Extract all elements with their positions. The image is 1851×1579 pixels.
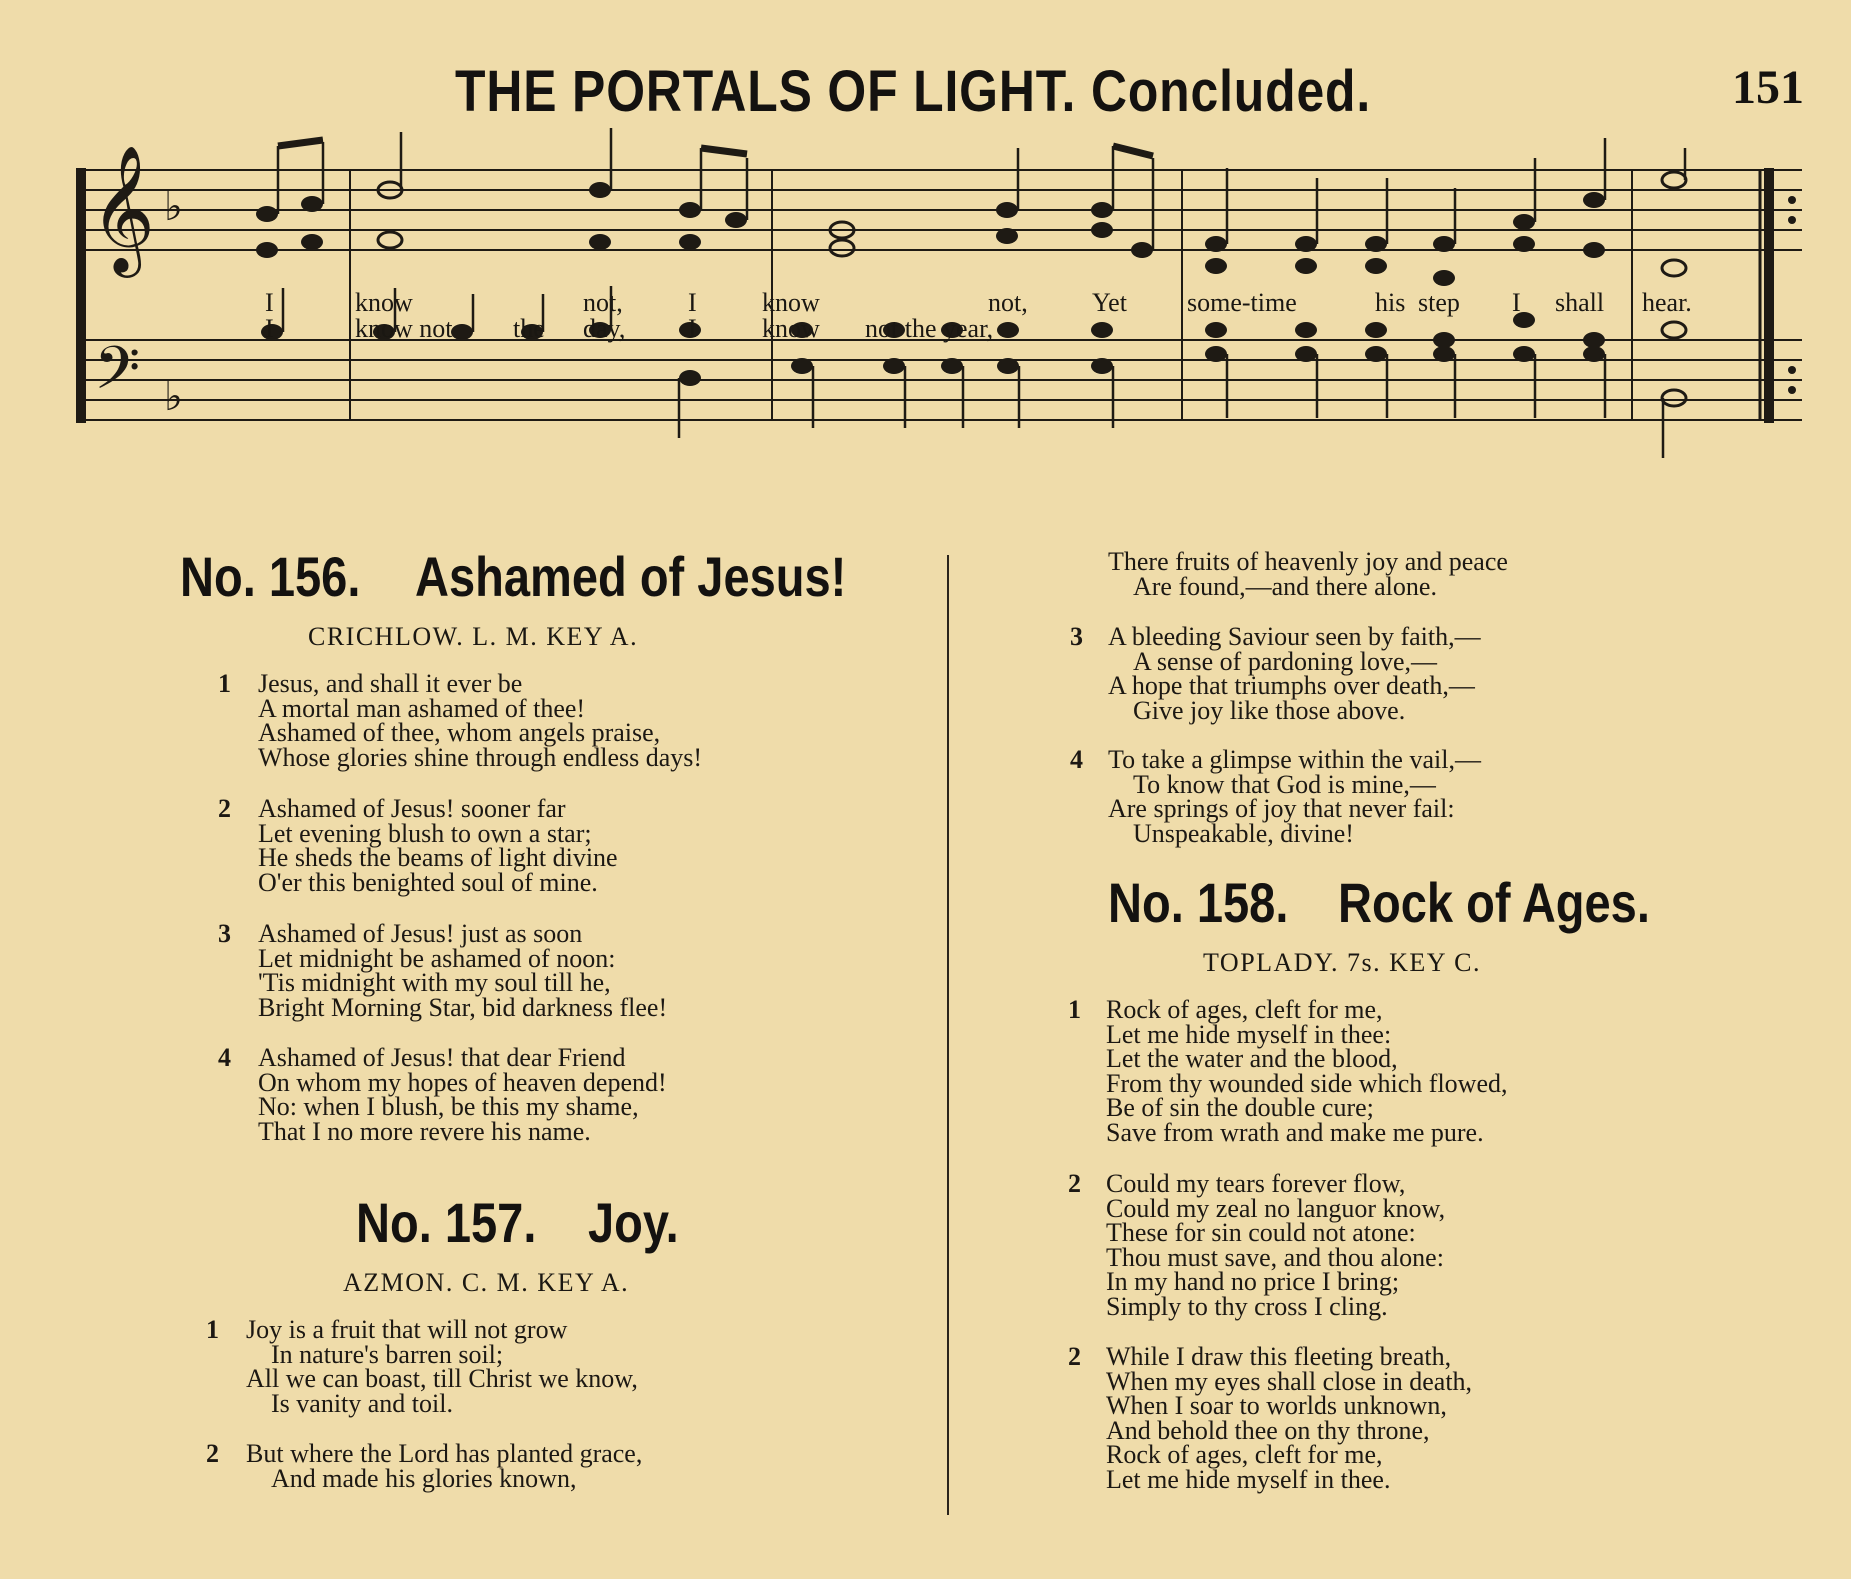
verse-line: Ashamed of thee, whom angels praise,: [258, 718, 661, 748]
verse-line: O'er this benighted soul of mine.: [258, 867, 598, 897]
lyric-word: know: [762, 314, 820, 343]
stanza-number: 2: [206, 1439, 219, 1468]
verse-line: Are springs of joy that never fail:: [1108, 794, 1455, 824]
verse-line: Ashamed of Jesus! that dear Friend: [258, 1043, 626, 1072]
verse-line: Let midnight be ashamed of noon:: [258, 943, 616, 973]
hymn-title: Ashamed of Jesus!: [415, 545, 847, 608]
hymn-number: No. 157.: [356, 1191, 537, 1254]
lyric-word: not the year,: [865, 314, 994, 343]
lyric-word: Yet: [1092, 288, 1127, 317]
verse-line: Be of sin the double cure;: [1106, 1093, 1374, 1123]
verse-line: 'Tis midnight with my soul till he,: [258, 968, 611, 998]
lyric-word: step: [1418, 288, 1460, 317]
stanza-number: 3: [218, 919, 231, 948]
lyric-word: not,: [583, 288, 623, 317]
stanza-number: 4: [1070, 745, 1083, 774]
svg-text:𝄢: 𝄢: [94, 333, 141, 417]
verse-line: He sheds the beams of light divine: [258, 843, 618, 873]
hymn-156-title-row: [180, 544, 847, 609]
lyric-word: know: [355, 288, 413, 317]
verse-line: While I draw this fleeting breath,: [1106, 1342, 1452, 1371]
hymn-tune-meta: TOPLADY. 7s. KEY C.: [1203, 948, 1481, 977]
verse-line: Let me hide myself in thee.: [1106, 1464, 1391, 1494]
svg-text:♭: ♭: [164, 374, 183, 420]
stanza-number: 2: [1068, 1169, 1081, 1198]
lyric-word: day,: [583, 314, 626, 343]
lyric-word: I: [688, 314, 697, 343]
verse-line: These for sin could not atone:: [1106, 1218, 1416, 1248]
verse-line: Rock of ages, cleft for me,: [1106, 995, 1383, 1024]
page-number: 151: [1732, 61, 1804, 114]
verse-line: And behold thee on thy throne,: [1106, 1415, 1430, 1445]
lyric-word: I: [688, 288, 697, 317]
verse-line: Let evening blush to own a star;: [258, 818, 592, 848]
page-title: THE PORTALS OF LIGHT. Concluded.: [455, 59, 1372, 124]
verse-line: To take a glimpse within the vail,—: [1108, 745, 1481, 774]
verse-line: When I soar to worlds unknown,: [1106, 1391, 1447, 1421]
verse-line: A hope that triumphs over death,—: [1108, 671, 1475, 701]
verse-line: To know that God is mine,—: [1133, 769, 1436, 799]
lyric-word: hear.: [1642, 288, 1692, 317]
lyric-word: I: [265, 314, 274, 343]
verse-line: Could my zeal no languor know,: [1106, 1193, 1446, 1223]
verse-line: But where the Lord has planted grace,: [246, 1439, 643, 1468]
hymn-158-title-row: [1108, 870, 1650, 935]
verse-line: Ashamed of Jesus! sooner far: [258, 794, 566, 823]
verse-line: Thou must save, and thou alone:: [1106, 1242, 1444, 1272]
verse-line: Let the water and the blood,: [1106, 1044, 1398, 1074]
lyric-word: I: [1512, 288, 1521, 317]
hymn-tune-meta: AZMON. C. M. KEY A.: [343, 1268, 630, 1297]
verse-line: Joy is a fruit that will not grow: [246, 1315, 568, 1344]
verse-line: A bleeding Saviour seen by faith,—: [1108, 622, 1481, 651]
verse-line: Jesus, and shall it ever be: [258, 669, 523, 698]
stanza-number: 2: [218, 794, 231, 823]
lyric-word: his: [1375, 288, 1406, 317]
verse-line: Is vanity and toil.: [271, 1388, 453, 1418]
verse-line: That I no more revere his name.: [258, 1116, 591, 1146]
svg-text:♭: ♭: [164, 184, 183, 230]
hymn-number: No. 158.: [1108, 871, 1289, 934]
column-divider: [947, 555, 949, 1515]
verse-line: And made his glories known,: [271, 1463, 577, 1493]
lyric-word: I: [265, 288, 274, 317]
verse-line: When my eyes shall close in death,: [1106, 1366, 1473, 1396]
verse-line: Could my tears forever flow,: [1106, 1169, 1406, 1198]
hymn-number: No. 156.: [180, 545, 361, 608]
hymn-title: Joy.: [588, 1191, 679, 1254]
stanza-number: 1: [1068, 995, 1081, 1024]
verse-line: Let me hide myself in thee:: [1106, 1019, 1392, 1049]
verse-line: Whose glories shine through endless days!: [258, 742, 703, 772]
stanza-number: 1: [218, 669, 231, 698]
lyric-word: some-time: [1187, 288, 1297, 317]
stanza-number: 2: [1068, 1342, 1081, 1371]
verse-line: There fruits of heavenly joy and peace: [1108, 547, 1508, 576]
verse-line: Unspeakable, divine!: [1133, 818, 1354, 848]
verse-line: A mortal man ashamed of thee!: [258, 693, 586, 723]
stanza-number: 3: [1070, 622, 1083, 651]
verse-line: No: when I blush, be this my shame,: [258, 1092, 639, 1122]
hymn-title: Rock of Ages.: [1338, 871, 1650, 934]
stanza-number: 1: [206, 1315, 219, 1344]
verse-line: Save from wrath and make me pure.: [1106, 1117, 1484, 1147]
hymn-tune-meta: CRICHLOW. L. M. KEY A.: [308, 622, 639, 651]
svg-text:𝄞: 𝄞: [90, 144, 156, 272]
page-header: [0, 52, 1851, 132]
hymn-157-title-row: [356, 1190, 679, 1255]
lyric-word: shall: [1555, 288, 1605, 317]
verse-line: Are found,—and there alone.: [1133, 571, 1437, 601]
verse-line: Give joy like those above.: [1133, 695, 1406, 725]
lyric-word: know not: [355, 314, 453, 343]
lyric-word: the: [513, 314, 545, 343]
verse-line: Ashamed of Jesus! just as soon: [258, 919, 583, 948]
verse-line: On whom my hopes of heaven depend!: [258, 1067, 667, 1097]
verse-line: In my hand no price I bring;: [1106, 1267, 1400, 1297]
lyric-word: not,: [988, 288, 1028, 317]
verse-line: Rock of ages, cleft for me,: [1106, 1440, 1383, 1470]
verse-line: All we can boast, till Christ we know,: [246, 1364, 638, 1394]
stanza-number: 4: [218, 1043, 231, 1072]
verse-line: In nature's barren soil;: [271, 1339, 504, 1369]
verse-line: A sense of pardoning love,—: [1133, 646, 1438, 676]
lyric-word: know: [762, 288, 820, 317]
verse-line: From thy wounded side which flowed,: [1106, 1068, 1508, 1098]
verse-line: Simply to thy cross I cling.: [1106, 1291, 1388, 1321]
verse-line: Bright Morning Star, bid darkness flee!: [258, 992, 668, 1022]
